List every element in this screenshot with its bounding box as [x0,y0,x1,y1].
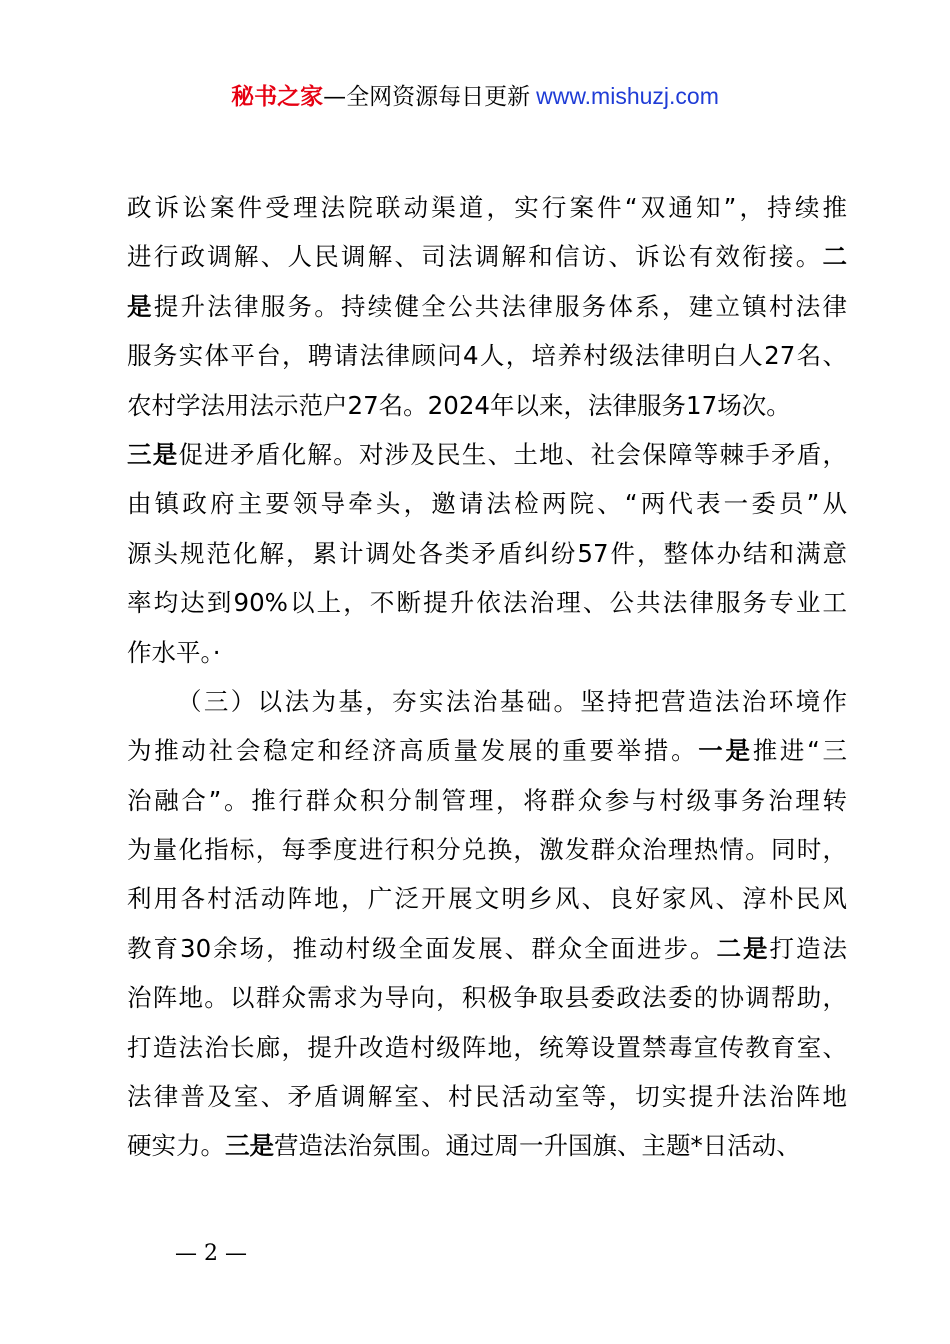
text-segment: 营造法治氛围。通过周一升国旗、主题*日活动、 [274,1131,801,1161]
text-line [127,924,847,973]
text-segment: 提升法律服务。持续健全公共法律服务体系，建立镇村法律 [153,291,847,321]
text-segment: 为推动社会稳定和经济高质量发展的重要举措。 [127,736,699,766]
text-line [127,628,847,677]
text-line [127,677,847,726]
text-line [127,1121,847,1170]
text-segment: 服务实体平台，聘请法律顾问4人，培养村级法律明白人27名、 [127,341,847,371]
website-link[interactable]: www.mishuzj.com [536,83,719,109]
text-line [127,1072,847,1121]
text-line [127,973,847,1022]
text-line [127,232,847,281]
text-segment: 利用各村活动阵地，广泛开展文明乡风、良好家风、淳朴民风 [127,884,847,914]
bold-text-segment: 二是 [716,933,770,963]
text-line [127,825,847,874]
text-segment: 率均达到90%以上，不断提升依法治理、公共法律服务专业工 [127,588,847,618]
page-number: — 2 — [175,1241,247,1266]
text-segment: 促进矛盾化解。对涉及民生、土地、社会保障等棘手矛盾， [178,439,848,469]
bold-text-segment: 是 [127,291,154,321]
text-segment: 进行政调解、人民调解、司法调解和信访、诉讼有效衔接。 [127,242,823,272]
text-line [127,282,847,331]
text-line [127,529,847,578]
text-segment: 打造法治长廊，提升改造村级阵地，统筹设置禁毒宣传教育室、 [127,1032,847,1062]
bold-text-segment: 二 [822,242,847,272]
header-tagline: —全网资源每日更新 [323,84,531,110]
text-line [127,381,847,430]
text-segment: 源头规范化解，累计调处各类矛盾纠纷57件，整体办结和满意 [127,538,847,568]
text-line [127,331,847,380]
brand-name: 秘书之家 [231,84,324,110]
text-line [127,183,847,232]
bold-text-segment: 一是 [698,736,753,766]
text-segment: 硬实力。 [127,1131,225,1161]
document-body [127,183,847,1171]
text-line [127,479,847,528]
text-line [127,1023,847,1072]
text-segment: 教育30余场，推动村级全面发展、群众全面进步。 [127,933,717,963]
text-line [127,874,847,923]
text-segment: 由镇政府主要领导牵头，邀请法检两院、“两代表一委员”从 [127,489,847,519]
text-line [127,776,847,825]
text-segment: 政诉讼案件受理法院联动渠道，实行案件“双通知”，持续推 [127,193,847,222]
site-header [0,80,950,113]
text-segment: 打造法 [769,933,848,963]
text-segment: 农村学法用法示范户27名。2024年以来，法律服务17场次。 [127,390,791,420]
text-segment: 法律普及室、矛盾调解室、村民活动室等，切实提升法治阵地 [127,1082,847,1112]
text-segment: （三）以法为基，夯实法治基础。坚持把营造法治环境作 [177,686,847,716]
text-line [127,430,847,479]
text-segment: 作水平。· [127,637,221,667]
text-segment: 治阵地。以群众需求为导向，积极争取县委政法委的协调帮助， [127,983,847,1013]
text-segment: 推进“三 [752,736,848,766]
text-line [127,578,847,627]
text-segment: 为量化指标，每季度进行积分兑换，激发群众治理热情。同时， [127,835,847,865]
bold-text-segment: 三是 [225,1131,274,1161]
bold-text-segment: 三是 [127,439,179,469]
text-segment: 治融合”。推行群众积分制管理，将群众参与村级事务治理转 [127,785,847,815]
text-line [127,726,847,775]
